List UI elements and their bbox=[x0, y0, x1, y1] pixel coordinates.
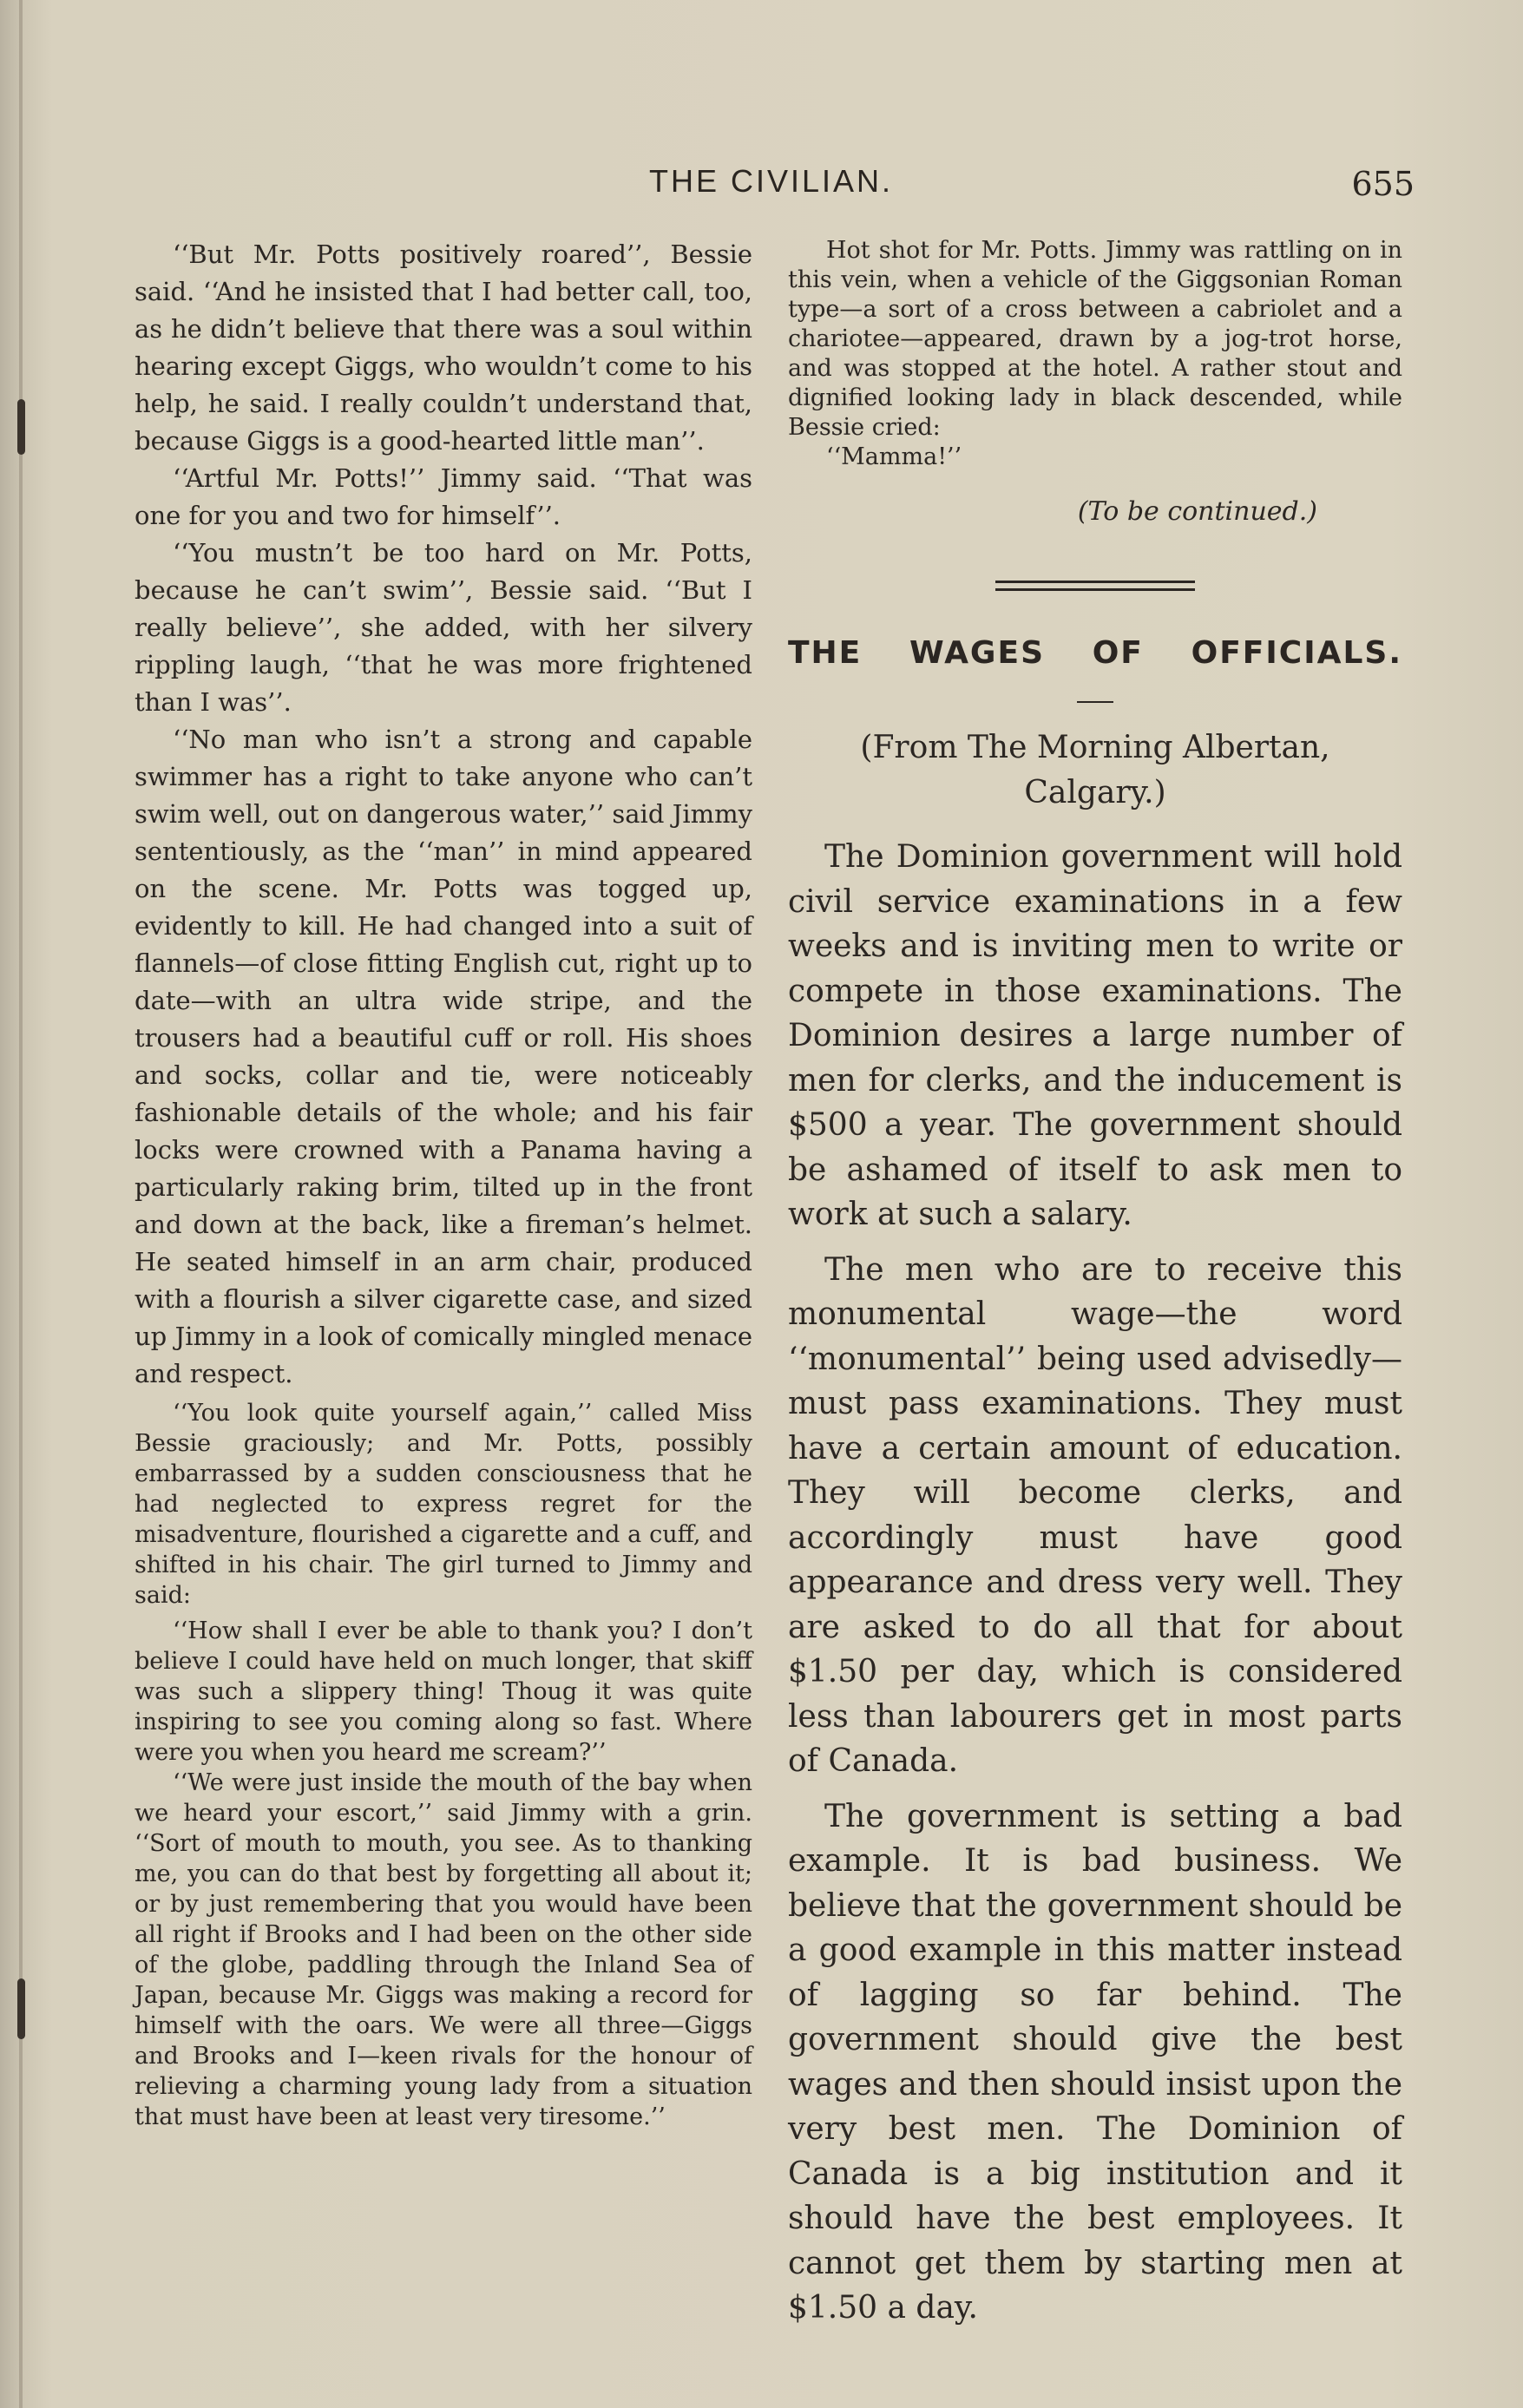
story-paragraph: ‘‘But Mr. Potts positively roared’’, Bessie said. ‘‘And he insisted that I had better call, too, as he didn’t believe that there was a soul within hearing except Giggs, who wouldn’t come to his help, he said. I really couldn’t understand that, because Giggs is a good-hearted little man’’. bbox=[135, 239, 752, 456]
left-column bbox=[135, 236, 752, 2132]
right-column bbox=[788, 236, 1402, 2331]
title-rule bbox=[1077, 701, 1113, 703]
gutter-shadow bbox=[19, 0, 23, 2408]
page-header bbox=[130, 163, 1415, 207]
to-be-continued: (To be continued.) bbox=[1077, 496, 1317, 527]
running-title: THE CIVILIAN. bbox=[649, 163, 894, 199]
story-exclamation: ‘‘Mamma!’’ bbox=[826, 443, 962, 470]
article-paragraph: The government is setting a bad example. It is bad business. We believe that the government should be a good example in this matter instead of lagging so far behind. The government should give the best wages and then should insist upon the very best men. The Dominion of Canada is a big institution and it should have the best employees. It cannot get them by starting men at $1.50 a day. bbox=[788, 1798, 1402, 2326]
story-paragraph: ‘‘We were just inside the mouth of the bay when we heard your escort,’’ said Jimmy with a grin. ‘‘Sort of mouth to mouth, you see. As to thanking me, you can do that best by forgetting all about it; or by just remembering that you would have been all right if Brooks and I had been on the other side of the globe, paddling through the Inland Sea of Japan, because Mr. Giggs was making a record for himself with the oars. We were all three—Giggs and Brooks and I—keen rivals for the honour of relieving a charming young lady from a situation that must have been at least very tiresome.’’ bbox=[135, 1769, 752, 2130]
story-paragraph: ‘‘You look quite yourself again,’’ called Miss Bessie graciously; and Mr. Potts, possibly embarrassed by a sudden consciousness that he had neglected to express regret for the misadventure, flourished a cigarette and a cuff, and shifted in his chair. The girl turned to Jimmy and said: bbox=[135, 1400, 752, 1609]
story-paragraph: ‘‘How shall I ever be able to thank you? I don’t believe I could have held on much longer, that skiff was such a slippery thing! Thoug it was quite inspiring to see you coming along so fast. Where were you when you heard me scream?’’ bbox=[135, 1617, 752, 1766]
story-paragraph: ‘‘No man who isn’t a strong and capable swimmer has a right to take anyone who can’t swim well, out on dangerous water,’’ said Jimmy sententiously, as the ‘‘man’’ in mind appeared on the scene. Mr. Potts was togged up, evidently to kill. He had changed into a suit of flannels—of close fitting English cut, right up to date—with an ultra wide stripe, and the trousers had a beautiful cuff or roll. His shoes and socks, collar and tie, were noticeably fashionable details of the whole; and his fair locks were crowned with a Panama having a particularly raking brim, tilted up in the front and down at the back, like a fireman’s helmet. He seated himself in an arm chair, produced with a flourish a silver cigarette case, and sized up Jimmy in a look of comically mingled menace and respect. bbox=[135, 725, 752, 1388]
section-divider bbox=[995, 581, 1195, 591]
story-paragraph: ‘‘Artful Mr. Potts!’’ Jimmy said. ‘‘That was one for you and two for himself’’. bbox=[135, 463, 752, 530]
binding-mark-top bbox=[17, 399, 25, 455]
article-title: THE WAGES OF OFFICIALS. bbox=[788, 635, 1402, 671]
article-paragraph: The men who are to receive this monumental wage—the word ‘‘monumental’’ being used advisedly—must pass examinations. They must have a certain amount of education. They will become clerks, and accordingly must have good appearance and dress very well. They are asked to do all that for about $1.50 per day, which is considered less than labourers get in most parts of Canada. bbox=[788, 1251, 1402, 1779]
story-paragraph: ‘‘You mustn’t be too hard on Mr. Potts, because he can’t swim’’, Bessie said. ‘‘But I really believe’’, she added, with her silvery rippling laugh, ‘‘that he was more frightened than I was’’. bbox=[135, 538, 752, 717]
story-continuation: Hot shot for Mr. Potts. Jimmy was rattling on in this vein, when a vehicle of the Giggsonian Roman type—a sort of a cross between a cabriolet and a chariotee—appeared, drawn by a jog-trot horse, and was stopped at the hotel. A rather stout and dignified looking lady in black descended, while Bessie cried: bbox=[788, 237, 1402, 441]
article-source: (From The Morning Albertan, Calgary.) bbox=[860, 730, 1330, 810]
article-paragraph: The Dominion government will hold civil service examinations in a few weeks and is inviting men to write or compete in those examinations. The Dominion desires a large number of men for clerks, and the inducement is $500 a year. The government should be ashamed of itself to ask men to work at such a salary. bbox=[788, 839, 1402, 1232]
page-number: 655 bbox=[1351, 165, 1415, 203]
binding-mark-bottom bbox=[17, 1978, 25, 2039]
article-body bbox=[788, 835, 1402, 2331]
